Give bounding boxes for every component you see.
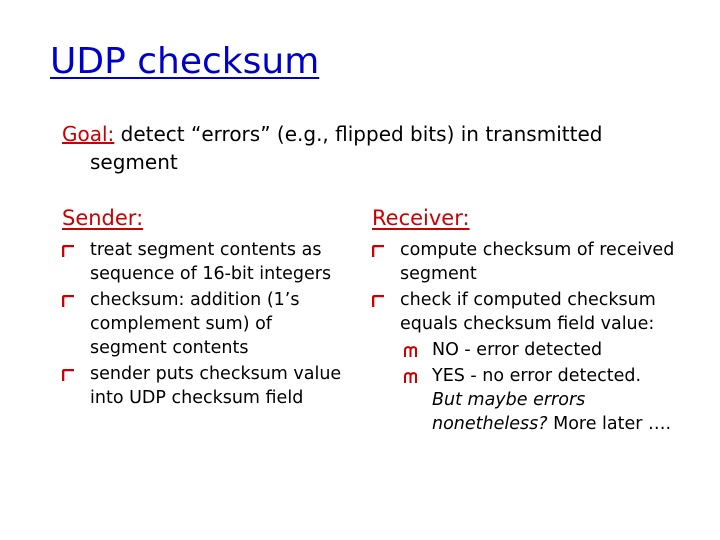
- receiver-sub-item-text: NO - error detected: [432, 340, 603, 360]
- r-square-bullet-icon: [62, 295, 75, 308]
- sender-item: [62, 362, 352, 410]
- slide-title: UDP checksum: [50, 41, 320, 82]
- goal-statement: [62, 120, 702, 176]
- receiver-sub-item: [372, 364, 702, 436]
- m-bullet-icon: [404, 371, 417, 384]
- r-square-bullet-icon: [372, 245, 385, 258]
- receiver-column: [372, 238, 702, 438]
- sender-heading: Sender:: [62, 206, 144, 230]
- receiver-sub-item-text: YES - no error detected.: [432, 366, 642, 386]
- goal-text-line2: segment: [90, 150, 178, 174]
- sender-item: [62, 238, 352, 286]
- m-bullet-icon: [404, 345, 417, 358]
- sender-item-text: checksum: addition (1’s complement sum) of segment contents: [90, 290, 300, 358]
- receiver-heading: Receiver:: [372, 206, 470, 230]
- r-square-bullet-icon: [372, 295, 385, 308]
- receiver-list: [372, 238, 702, 436]
- r-square-bullet-icon: [62, 369, 75, 382]
- receiver-item-text: check if computed checksum equals checksum field value:: [400, 290, 656, 334]
- sender-list: [62, 238, 352, 410]
- receiver-item: [372, 238, 702, 286]
- sender-item: [62, 288, 352, 360]
- goal-text-line1: detect “errors” (e.g., flipped bits) in transmitted: [114, 122, 603, 146]
- receiver-item: [372, 288, 702, 336]
- goal-label: Goal:: [62, 122, 115, 146]
- sender-item-text: sender puts checksum value into UDP checksum field: [90, 364, 342, 408]
- receiver-item-text: compute checksum of received segment: [400, 240, 675, 284]
- receiver-note-rest: More later ….: [547, 414, 672, 434]
- sender-column: [62, 238, 352, 412]
- r-square-bullet-icon: [62, 245, 75, 258]
- receiver-sub-item: [372, 338, 702, 362]
- receiver-note-italic: But maybe errors nonetheless?: [432, 390, 586, 434]
- sender-item-text: treat segment contents as sequence of 16-bit integers: [90, 240, 332, 284]
